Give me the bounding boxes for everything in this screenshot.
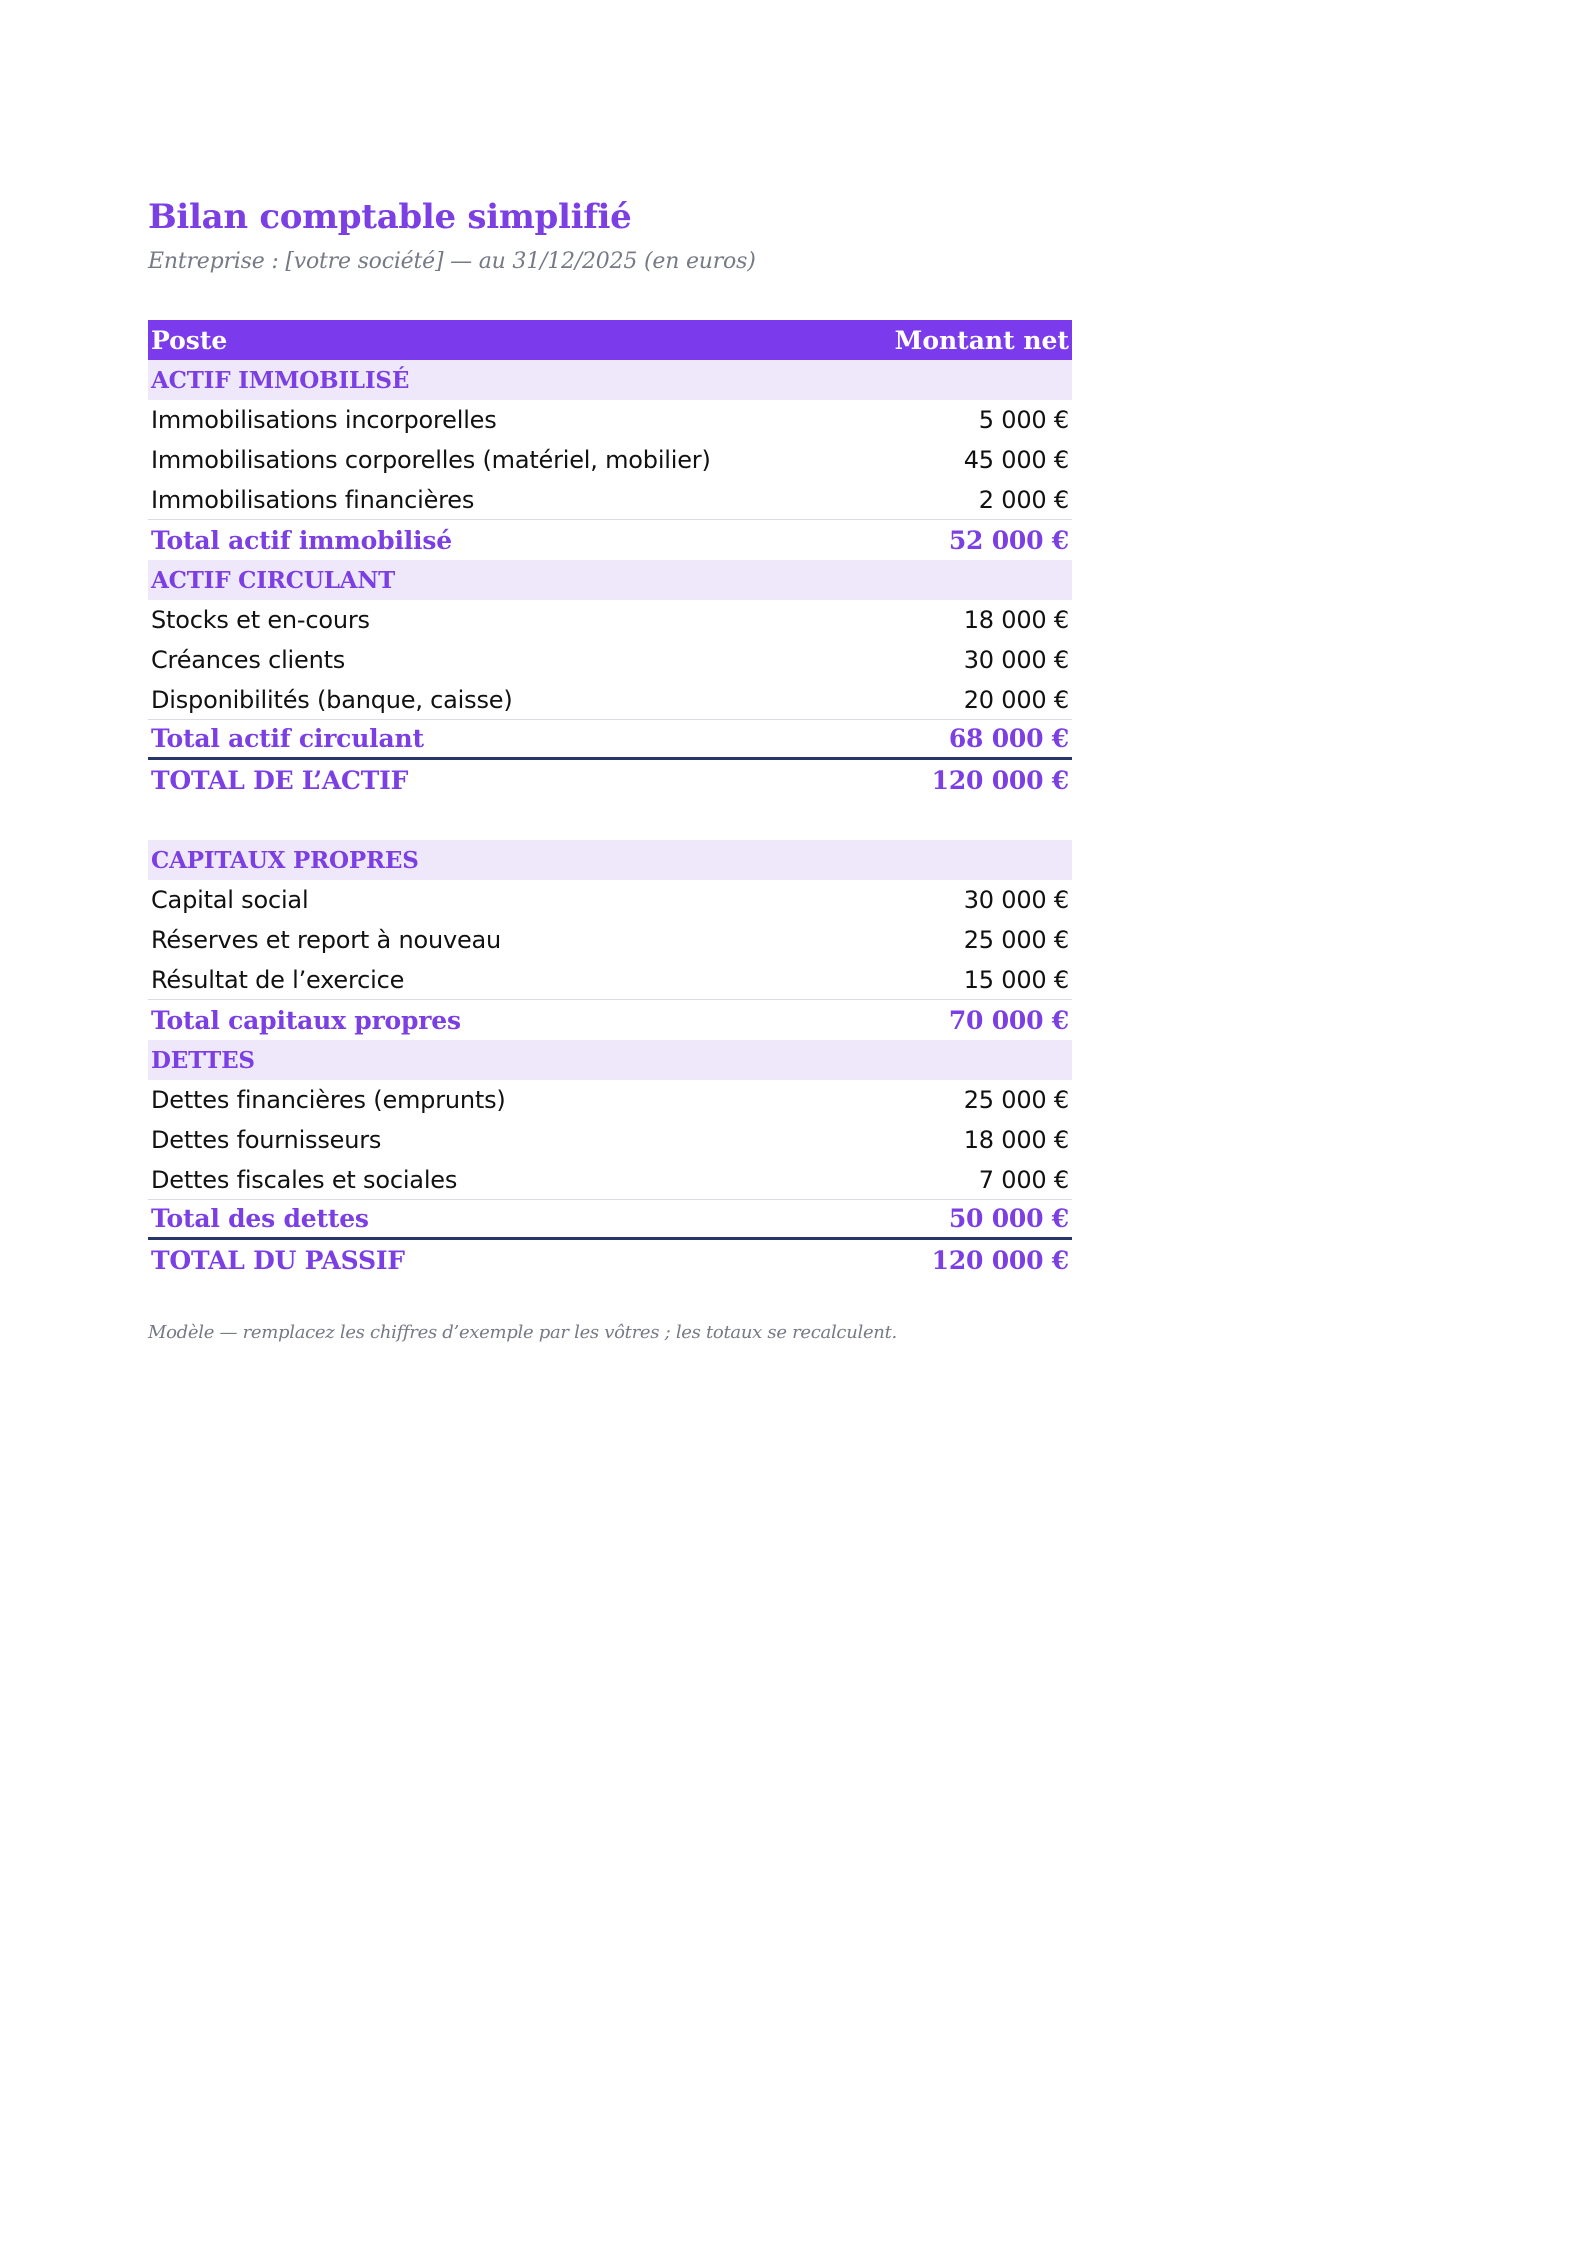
total-row-actif-immobilise [148, 520, 1072, 560]
row-amount: 7 000 € [978, 1165, 1069, 1194]
grand-total-passif-row [148, 1240, 1072, 1280]
row-label: Réserves et report à nouveau [151, 926, 502, 954]
table-row [148, 680, 1072, 720]
table-row [148, 400, 1072, 440]
page-title: Bilan comptable simplifié [148, 197, 632, 237]
table-row [148, 1120, 1072, 1160]
total-label: Total des dettes [151, 1204, 369, 1233]
header-poste: Poste [151, 325, 228, 355]
table-row [148, 440, 1072, 480]
total-amount: 50 000 € [948, 1204, 1069, 1233]
row-amount: 18 000 € [963, 1126, 1069, 1154]
grand-total-amount: 120 000 € [931, 1245, 1069, 1275]
table-header-row [148, 320, 1072, 360]
document-page [148, 192, 1072, 1343]
section-title: ACTIF CIRCULANT [151, 566, 396, 594]
section-capitaux-propres [148, 840, 1072, 880]
row-amount: 2 000 € [978, 485, 1069, 514]
section-dettes [148, 1040, 1072, 1080]
total-row-capitaux-propres [148, 1000, 1072, 1040]
section-actif-immobilise [148, 360, 1072, 400]
total-amount: 68 000 € [948, 724, 1069, 753]
total-label: Total capitaux propres [151, 1005, 461, 1035]
row-label: Immobilisations financières [151, 485, 475, 514]
table-row [148, 600, 1072, 640]
row-label: Immobilisations incorporelles [151, 406, 497, 434]
row-label: Dettes fiscales et sociales [151, 1165, 458, 1194]
header-montant-net: Montant net [894, 325, 1069, 355]
row-label: Dettes financières (emprunts) [151, 1086, 506, 1114]
table-row [148, 880, 1072, 920]
total-amount: 52 000 € [948, 525, 1069, 555]
section-spacer [148, 800, 1072, 840]
row-label: Dettes fournisseurs [151, 1126, 382, 1154]
table-row [148, 1160, 1072, 1200]
grand-total-label: TOTAL DU PASSIF [151, 1245, 405, 1275]
row-amount: 45 000 € [963, 446, 1069, 474]
row-amount: 25 000 € [963, 926, 1069, 954]
table-row [148, 1080, 1072, 1120]
total-label: Total actif circulant [151, 724, 424, 753]
row-label: Résultat de l’exercice [151, 965, 405, 994]
row-label: Immobilisations corporelles (matériel, mobilier) [151, 446, 711, 474]
grand-total-label: TOTAL DE L’ACTIF [151, 765, 409, 795]
page-subtitle: Entreprise : [votre société] — au 31/12/2025 (en euros) [148, 249, 756, 274]
total-row-dettes [148, 1200, 1072, 1240]
section-title: ACTIF IMMOBILISÉ [151, 366, 410, 394]
table-row [148, 640, 1072, 680]
row-amount: 25 000 € [963, 1086, 1069, 1114]
section-title: DETTES [151, 1046, 255, 1074]
row-amount: 18 000 € [963, 606, 1069, 634]
row-amount: 30 000 € [963, 886, 1069, 914]
table-row [148, 480, 1072, 520]
section-title: CAPITAUX PROPRES [151, 846, 419, 874]
total-row-actif-circulant [148, 720, 1072, 760]
row-amount: 5 000 € [978, 406, 1069, 434]
row-label: Créances clients [151, 646, 346, 674]
section-actif-circulant [148, 560, 1072, 600]
row-label: Stocks et en-cours [151, 606, 370, 634]
row-amount: 20 000 € [963, 685, 1069, 714]
balance-sheet-table [148, 320, 1072, 1280]
table-row [148, 920, 1072, 960]
row-amount: 15 000 € [963, 965, 1069, 994]
row-label: Capital social [151, 886, 309, 914]
total-amount: 70 000 € [948, 1005, 1069, 1035]
table-row [148, 960, 1072, 1000]
grand-total-actif-row [148, 760, 1072, 800]
row-amount: 30 000 € [963, 646, 1069, 674]
total-label: Total actif immobilisé [151, 525, 452, 555]
row-label: Disponibilités (banque, caisse) [151, 685, 513, 714]
footnote: Modèle — remplacez les chiffres d’exemple par les vôtres ; les totaux se recalculent. [148, 1322, 897, 1343]
grand-total-amount: 120 000 € [931, 765, 1069, 795]
